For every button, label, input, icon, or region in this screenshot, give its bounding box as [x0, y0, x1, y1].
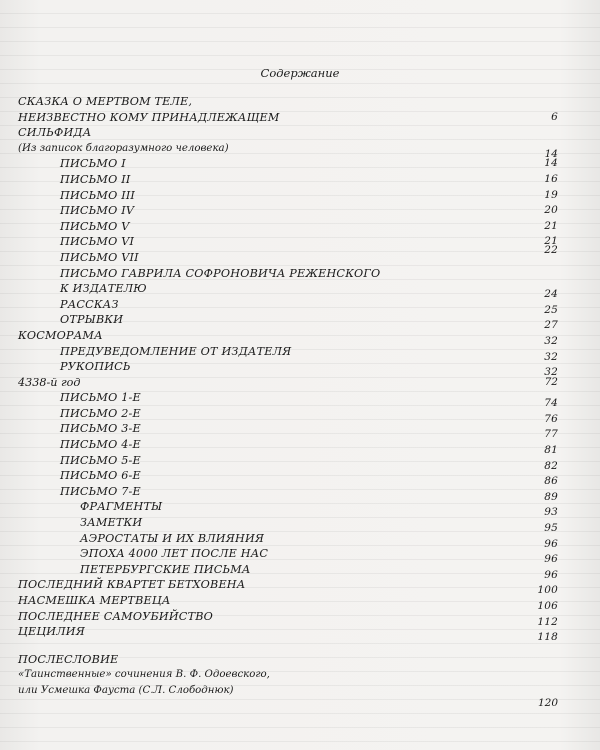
toc-entry [18, 266, 558, 282]
toc-entry [18, 156, 558, 172]
toc-entry-page: 89 [544, 490, 558, 503]
toc-entry-label: или Усмешка Фауста (С.Л. Слободнюк) [18, 684, 234, 696]
toc-entry-label: РАССКАЗ [60, 297, 119, 311]
toc-entry [18, 234, 558, 250]
toc-entry [18, 624, 558, 644]
toc-entry [18, 312, 558, 332]
toc-entry [18, 359, 558, 379]
toc-entry-page: 21 [544, 235, 558, 248]
toc-entry [18, 406, 558, 425]
toc-entry-label: ПОСЛЕСЛОВИЕ [18, 652, 119, 666]
toc-entry-page: 25 [544, 303, 558, 316]
toc-entry-page: 74 [544, 397, 558, 410]
toc-entry-page: 96 [544, 537, 558, 550]
toc-entry-page: 120 [537, 696, 558, 709]
toc-entry-page: 20 [544, 204, 558, 217]
toc-entry-label: ПИСЬМО V [60, 219, 130, 233]
toc-entry-label: ЭПОХА 4000 ЛЕТ ПОСЛЕ НАС [80, 547, 269, 561]
toc-entry-page: 81 [544, 444, 558, 457]
toc-entry-page: 27 [544, 319, 558, 332]
toc-entry [18, 390, 558, 410]
toc-entry [18, 110, 558, 126]
toc-entry [18, 562, 558, 581]
toc-entry-label: КОСМОРАМА [18, 328, 103, 342]
toc-entry [18, 499, 558, 519]
toc-entry [18, 421, 558, 441]
toc-entry-page: 22 [544, 243, 558, 256]
table-of-contents [18, 94, 558, 709]
toc-entry-page: 32 [544, 366, 558, 379]
toc-entry [18, 667, 558, 683]
toc-entry-label: СИЛЬФИДА [18, 126, 92, 140]
toc-entry-label: ПЕТЕРБУРГСКИЕ ПИСЬМА [80, 562, 251, 576]
toc-entry-label: ПИСЬМО III [60, 188, 136, 202]
toc-entry-page: 21 [544, 219, 558, 232]
toc-entry-label: ПИСЬМО I [60, 157, 126, 171]
toc-entry-page: 96 [544, 553, 558, 566]
toc-entry-page: 24 [544, 288, 558, 301]
toc-entry [18, 437, 558, 457]
toc-entry [18, 94, 558, 110]
toc-entry-page: 14 [544, 147, 558, 160]
toc-entry-label: ПОСЛЕДНЕЕ САМОУБИЙСТВО [18, 609, 214, 623]
toc-entry [18, 281, 558, 301]
toc-entry-page: 6 [551, 110, 558, 123]
toc-entry [18, 515, 558, 535]
toc-entry-label: ПИСЬМО 5-Е [60, 453, 141, 467]
toc-entry-page: 100 [537, 584, 558, 597]
toc-entry-label: «Таинственные» сочинения В. Ф. Одоевского, [18, 669, 270, 681]
section-gap [18, 640, 558, 652]
toc-entry-page: 32 [544, 334, 558, 347]
toc-entry-label: ПИСЬМО IV [60, 204, 135, 218]
toc-entry-label: СКАЗКА О МЕРТВОМ ТЕЛЕ, [18, 95, 193, 108]
toc-entry-label: ЗАМЕТКИ [80, 516, 143, 530]
toc-entry-page: 106 [537, 600, 558, 612]
toc-entry [18, 468, 558, 488]
toc-entry [18, 453, 558, 472]
toc-entry [18, 125, 558, 141]
toc-entry [18, 577, 558, 597]
toc-entry [18, 141, 558, 160]
toc-entry-page: 16 [544, 172, 558, 185]
toc-entry-label: РУКОПИСЬ [60, 360, 131, 374]
toc-entry-label: ФРАГМЕНТЫ [80, 500, 163, 514]
toc-entry-page: 86 [544, 475, 558, 488]
toc-entry [18, 683, 558, 709]
toc-entry-page: 96 [544, 568, 558, 581]
toc-entry-page: 93 [544, 506, 558, 519]
toc-entry-label: (Из записок благоразумного человека) [18, 142, 229, 154]
toc-entry-label: ПИСЬМО 3-Е [60, 422, 141, 436]
toc-entry [18, 546, 558, 566]
toc-entry-label: ПИСЬМО VI [60, 235, 135, 249]
toc-entry-label: ПИСЬМО 6-Е [60, 469, 141, 483]
page-title: Содержание [260, 66, 340, 80]
toc-entry [18, 297, 558, 316]
toc-entry-label: НЕИЗВЕСТНО КОМУ ПРИНАДЛЕЖАЩЕМ [18, 110, 280, 124]
toc-entry-page: 118 [537, 631, 558, 644]
toc-entry-label: ПИСЬМО 7-Е [60, 484, 141, 498]
toc-entry [18, 172, 558, 188]
toc-entry-page: 77 [544, 428, 558, 441]
toc-entry-label: 4338-й год [18, 375, 81, 389]
toc-entry-label: НАСМЕШКА МЕРТВЕЦА [18, 594, 171, 607]
toc-entry [18, 531, 558, 550]
toc-entry [18, 203, 558, 219]
toc-entry-page: 14 [544, 157, 558, 170]
toc-entry [18, 328, 558, 347]
toc-entry [18, 188, 558, 204]
toc-entry-label: ПРЕДУВЕДОМЛЕНИЕ ОТ ИЗДАТЕЛЯ [60, 344, 292, 358]
toc-entry [18, 484, 558, 503]
toc-entry-page: 82 [544, 459, 558, 472]
toc-entry-label: ПИСЬМО 1-Е [60, 391, 141, 405]
toc-entry [18, 593, 558, 612]
toc-entry-page: 112 [537, 615, 558, 628]
toc-entry [18, 652, 558, 668]
toc-entry-label: К ИЗДАТЕЛЮ [60, 282, 147, 296]
toc-entry-label: ПИСЬМО VII [60, 250, 139, 264]
toc-entry-page: 95 [544, 522, 558, 535]
toc-entry-label: ПИСЬМО II [60, 172, 131, 186]
toc-entry-label: АЭРОСТАТЫ И ИХ ВЛИЯНИЯ [80, 531, 265, 545]
toc-entry-label: ПОСЛЕДНИЙ КВАРТЕТ БЕТХОВЕНА [18, 578, 246, 592]
toc-entry-label: ПИСЬМО ГАВРИЛА СОФРОНОВИЧА РЕЖЕНСКОГО [60, 266, 381, 280]
toc-entry-label: ЦЕЦИЛИЯ [18, 625, 85, 639]
toc-entry [18, 609, 558, 628]
toc-entry [18, 375, 558, 391]
toc-entry-label: ПИСЬМО 2-Е [60, 406, 141, 420]
toc-entry [18, 344, 558, 363]
toc-entry-page: 72 [544, 375, 558, 388]
toc-entry-page: 32 [544, 350, 558, 363]
toc-entry-page: 76 [544, 412, 558, 425]
toc-entry-label: ПИСЬМО 4-Е [60, 438, 141, 452]
toc-entry-page: 19 [544, 188, 558, 201]
toc-entry [18, 243, 558, 266]
toc-entry [18, 219, 558, 235]
toc-entry-label: ОТРЫВКИ [60, 313, 124, 327]
